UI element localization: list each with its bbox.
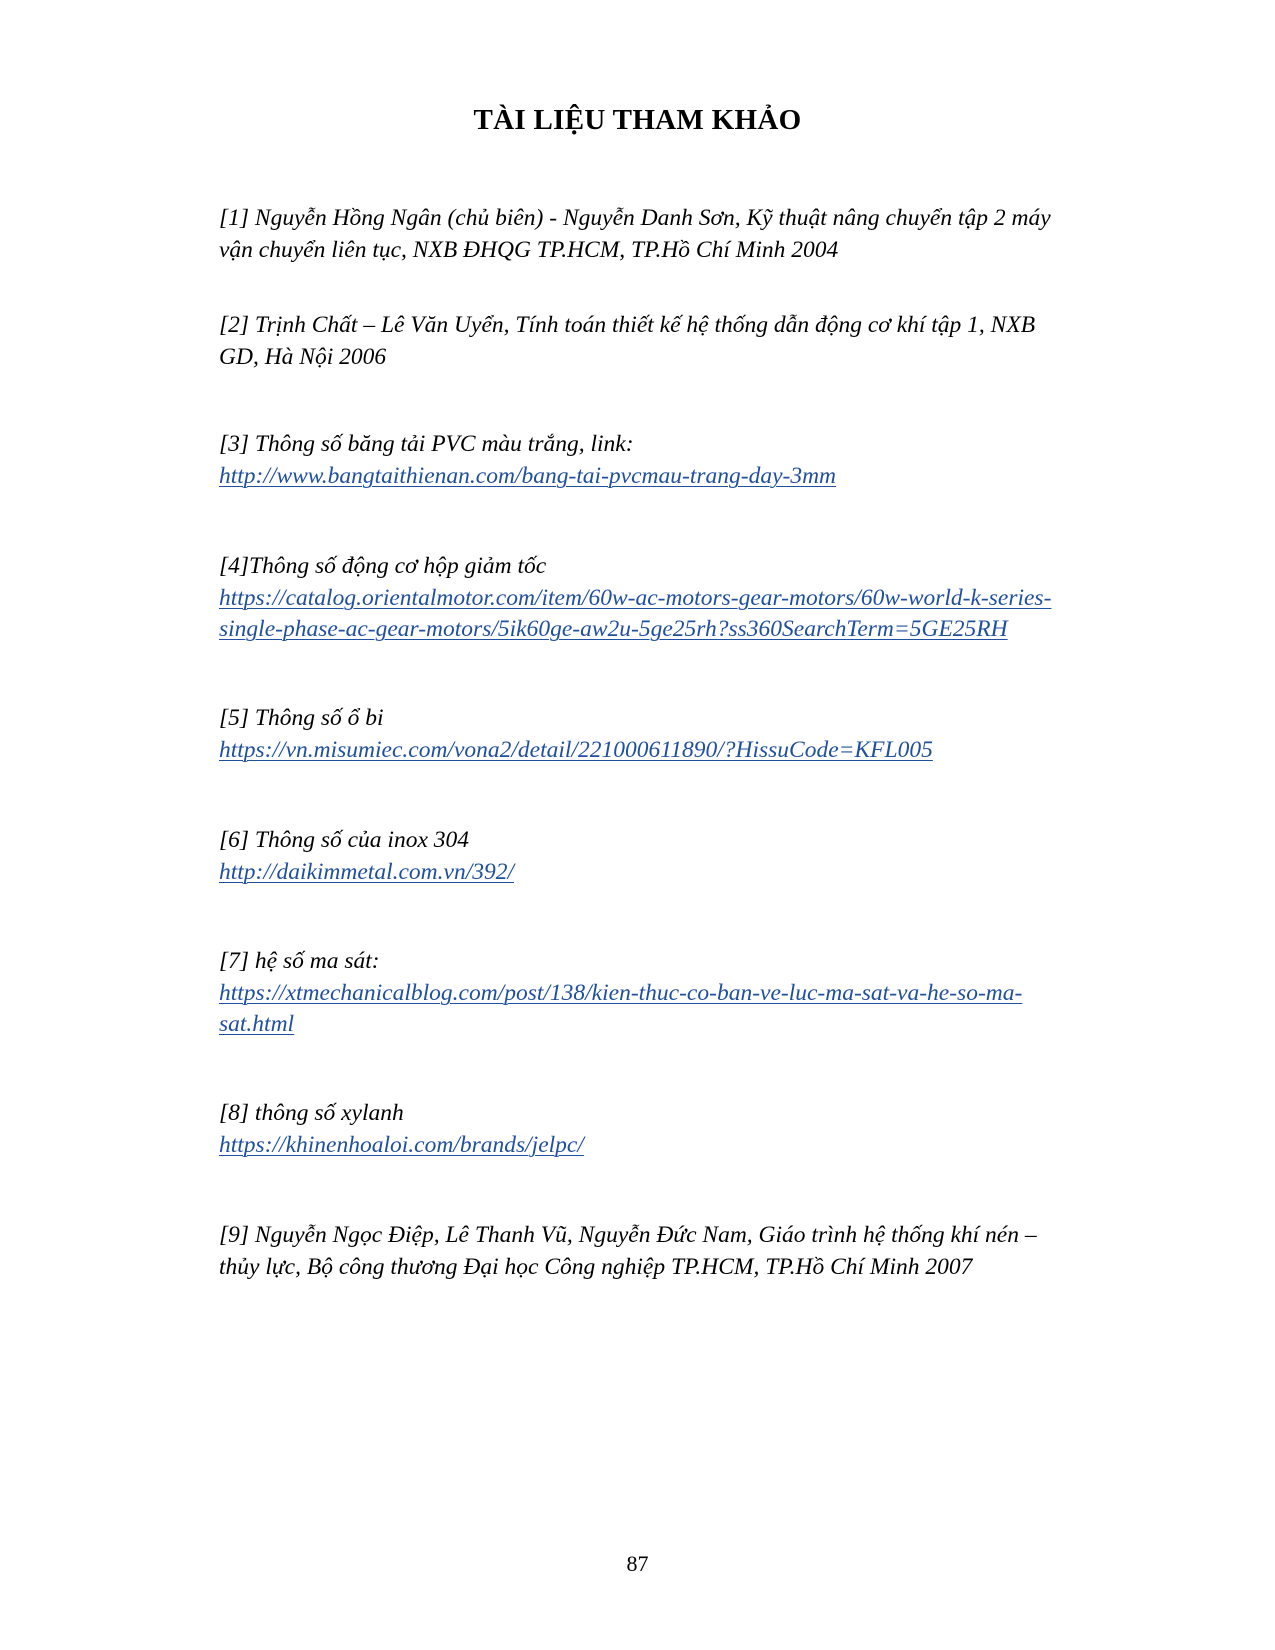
reference-link[interactable]: https://xtmechanicalblog.com/post/138/kien-thuc-co-ban-ve-luc-ma-sat-va-he-so-ma- (219, 979, 1023, 1006)
reference-link[interactable]: http://www.bangtaithienan.com/bang-tai-pvcmau-trang-day-3mm (219, 462, 837, 489)
reference-entry-5 (219, 703, 1129, 766)
reference-entry-4 (219, 551, 1129, 646)
reference-text-line: [9] Nguyễn Ngọc Điệp, Lê Thanh Vũ, Nguyễn Đức Nam, Giáo trình hệ thống khí nén – (219, 1222, 1037, 1248)
reference-text-line: [3] Thông số băng tải PVC màu trắng, link: (219, 431, 634, 457)
reference-text-line: GD, Hà Nội 2006 (219, 343, 387, 370)
reference-text-line: [7] hệ số ma sát: (219, 948, 380, 974)
reference-entry-1 (219, 203, 1129, 266)
reference-entry-8 (219, 1098, 1129, 1161)
reference-text-line: [2] Trịnh Chất – Lê Văn Uyển, Tính toán thiết kế hệ thống dẫn động cơ khí tập 1, NXB (219, 312, 1036, 338)
reference-text-line: [5] Thông số ổ bi (219, 705, 384, 731)
page-number: 87 (626, 1551, 649, 1576)
page-title: TÀI LIỆU THAM KHẢO (473, 104, 802, 136)
reference-text-line: [8] thông số xylanh (219, 1100, 404, 1126)
reference-entry-2 (219, 310, 1129, 373)
reference-link[interactable]: https://khinenhoaloi.com/brands/jelpc/ (219, 1131, 584, 1158)
reference-text-line: [1] Nguyễn Hồng Ngân (chủ biên) - Nguyễn Danh Sơn, Kỹ thuật nâng chuyển tập 2 máy (219, 205, 1051, 231)
reference-text-line: [4]Thông số động cơ hộp giảm tốc (219, 553, 547, 579)
reference-link[interactable]: https://vn.misumiec.com/vona2/detail/221000611890/?HissuCode=KFL005 (219, 736, 933, 763)
reference-entry-9 (219, 1220, 1129, 1283)
reference-entry-7 (219, 946, 1129, 1041)
reference-text-line: thủy lực, Bộ công thương Đại học Công nghiệp TP.HCM, TP.Hồ Chí Minh 2007 (219, 1253, 973, 1280)
reference-entry-3 (219, 429, 1129, 492)
reference-link[interactable]: https://catalog.orientalmotor.com/item/60w-ac-motors-gear-motors/60w-world-k-series- (219, 584, 1052, 611)
reference-link[interactable]: single-phase-ac-gear-motors/5ik60ge-aw2u-5ge25rh?ss360SearchTerm=5GE25RH (219, 616, 1008, 642)
reference-entry-6 (219, 825, 1129, 888)
reference-link[interactable]: sat.html (219, 1011, 295, 1037)
reference-text-line: vận chuyển liên tục, NXB ĐHQG TP.HCM, TP.Hồ Chí Minh 2004 (219, 236, 839, 263)
reference-text-line: [6] Thông số của inox 304 (219, 827, 470, 853)
reference-link[interactable]: http://daikimmetal.com.vn/392/ (219, 858, 515, 885)
